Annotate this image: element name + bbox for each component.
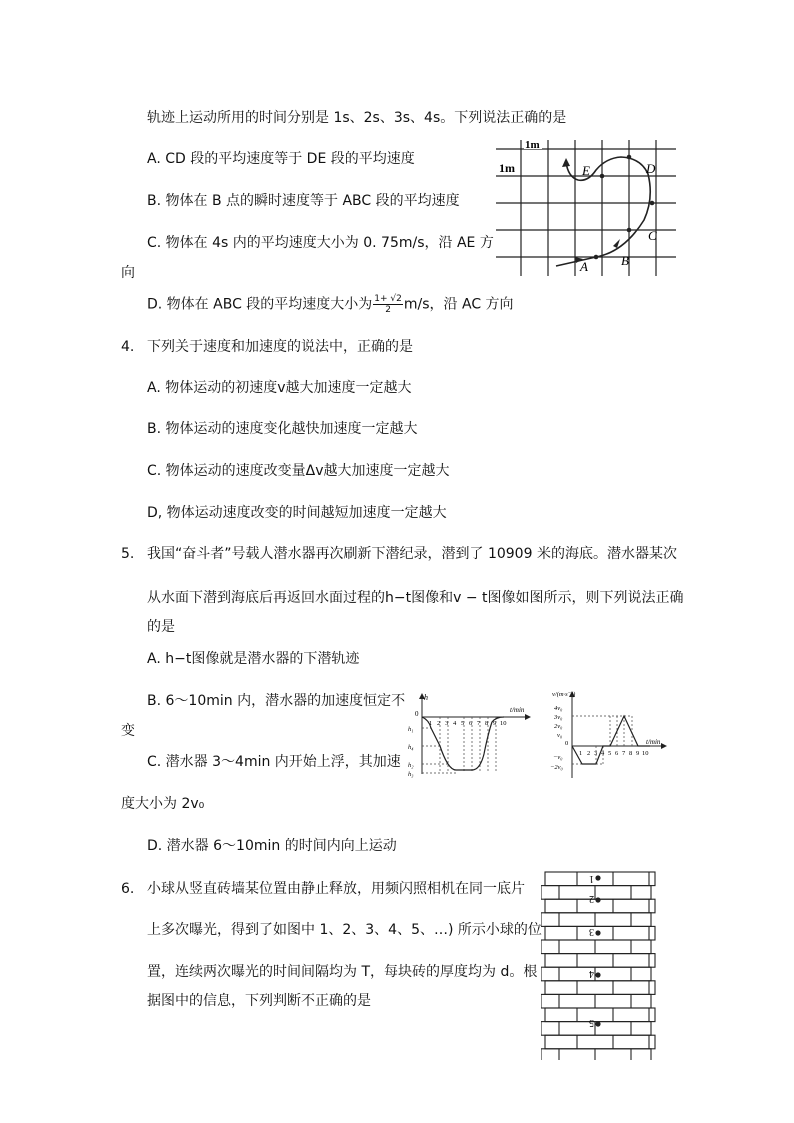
svg-text:7: 7 bbox=[622, 750, 626, 757]
svg-text:10: 10 bbox=[500, 720, 507, 727]
q3-option-d-pre: D. 物体在 ABC 段的平均速度大小为 bbox=[147, 296, 373, 313]
q3-option-d-post: m/s，沿 AC 方向 bbox=[403, 296, 514, 313]
q5-stem-line2: 从水面下潜到海底后再返回水面过程的h−t图像和v − t图像如图所示，则下列说法正确 bbox=[147, 590, 684, 606]
y-tick-labels bbox=[550, 705, 563, 771]
q4-number: 4. bbox=[121, 339, 135, 355]
q5-stem-line3: 的是 bbox=[147, 619, 175, 635]
q4-option-d: D, 物体运动速度改变的时间越短加速度一定越大 bbox=[147, 505, 447, 521]
svg-text:10: 10 bbox=[642, 750, 649, 757]
q4-option-a: A. 物体运动的初速度v越大加速度一定越大 bbox=[147, 380, 412, 396]
h-t-graph bbox=[404, 690, 540, 780]
q4-option-c: C. 物体运动的速度改变量Δv越大加速度一定越大 bbox=[147, 463, 450, 479]
svg-text:h₃: h₃ bbox=[408, 771, 414, 778]
ball-2 bbox=[595, 897, 600, 902]
ball-4 bbox=[595, 972, 600, 977]
svg-text:9: 9 bbox=[493, 720, 497, 727]
svg-text:8: 8 bbox=[485, 720, 489, 727]
t-axis-label: t/min bbox=[510, 706, 525, 714]
brick-row bbox=[545, 1008, 655, 1022]
q6-line2: 上多次曝光，得到了如图中 1、2、3、4、5、…) 所示小球的位 bbox=[147, 922, 542, 938]
point-a-marker bbox=[594, 255, 599, 260]
q5-option-c-cont: 度大小为 2v₀ bbox=[121, 796, 205, 812]
q5-number: 5. bbox=[121, 546, 135, 562]
q5-option-b: B. 6～10min 内，潜水器的加速度恒定不 bbox=[147, 693, 406, 709]
t-axis-label: t/min bbox=[646, 738, 661, 746]
brick-row bbox=[541, 913, 651, 927]
svg-text:v₀: v₀ bbox=[557, 732, 563, 739]
point-label-a: A bbox=[580, 259, 588, 274]
svg-text:−v₀: −v₀ bbox=[553, 754, 563, 761]
brick-row bbox=[545, 981, 655, 995]
svg-text:4: 4 bbox=[601, 750, 605, 757]
ball-5 bbox=[595, 1021, 600, 1026]
point-label-d: D bbox=[646, 161, 656, 176]
q3-option-b: B. 物体在 B 点的瞬时速度等于 ABC 段的平均速度 bbox=[147, 193, 460, 209]
v-axis-label: v/(m·s⁻¹) bbox=[552, 691, 576, 698]
q3-option-c-cont: 向 bbox=[121, 265, 135, 281]
svg-text:8: 8 bbox=[629, 750, 633, 757]
h-axis-label: h bbox=[424, 693, 428, 702]
brick-row bbox=[541, 940, 651, 954]
q6-line4: 据图中的信息，下列判断不正确的是 bbox=[147, 993, 371, 1009]
brick-row bbox=[545, 954, 655, 968]
svg-text:2v₀: 2v₀ bbox=[554, 723, 563, 730]
origin-label: 0 bbox=[565, 740, 569, 747]
q3-option-d bbox=[147, 294, 514, 315]
q3-option-c: C. 物体在 4s 内的平均速度大小为 0. 75m/s，沿 AE 方 bbox=[147, 235, 494, 251]
point-label-c: C bbox=[648, 228, 657, 243]
svg-text:4v₀: 4v₀ bbox=[554, 705, 563, 712]
ball-3 bbox=[595, 930, 600, 935]
ball-label-3: 3 bbox=[589, 926, 594, 937]
svg-text:9: 9 bbox=[636, 750, 640, 757]
label-1m-left: 1m bbox=[499, 161, 515, 175]
trajectory-path bbox=[556, 157, 650, 266]
svg-text:−2v₀: −2v₀ bbox=[550, 764, 563, 771]
point-e-marker bbox=[600, 174, 605, 179]
brick-row bbox=[541, 994, 651, 1008]
svg-text:7: 7 bbox=[477, 720, 481, 727]
q3-trajectory-figure bbox=[496, 140, 676, 276]
svg-text:5: 5 bbox=[461, 720, 465, 727]
q5-option-c: C. 潜水器 3～4min 内开始上浮，其加速 bbox=[147, 754, 401, 770]
x-tick-labels bbox=[429, 720, 507, 727]
q5-option-a: A. h−t图像就是潜水器的下潜轨迹 bbox=[147, 651, 360, 667]
svg-text:3v₀: 3v₀ bbox=[554, 714, 563, 721]
svg-text:1: 1 bbox=[429, 720, 433, 727]
point-c-marker bbox=[650, 201, 655, 206]
origin-label: 0 bbox=[415, 710, 419, 718]
svg-text:h₁: h₁ bbox=[408, 726, 414, 733]
fraction-numerator: 1+ √2 bbox=[374, 294, 402, 304]
q4-option-b: B. 物体运动的速度变化越快加速度一定越大 bbox=[147, 421, 418, 437]
ball-label-1: 1 bbox=[589, 873, 594, 884]
q6-line3: 置，连续两次曝光的时间间隔均为 T，每块砖的厚度均为 d。根 bbox=[147, 964, 538, 980]
q6-number: 6. bbox=[121, 881, 135, 897]
q6-line1: 小球从竖直砖墙某位置由静止释放，用频闪照相机在同一底片 bbox=[147, 881, 525, 897]
point-b-marker bbox=[627, 228, 632, 233]
svg-text:4: 4 bbox=[453, 720, 457, 727]
q3-option-a: A. CD 段的平均速度等于 DE 段的平均速度 bbox=[147, 151, 415, 167]
q4-stem: 下列关于速度和加速度的说法中，正确的是 bbox=[147, 339, 413, 355]
ball-label-5: 5 bbox=[589, 1017, 594, 1028]
point-label-b: B bbox=[621, 253, 629, 268]
q5-stem-line1: 我国“奋斗者”号载人潜水器再次刷新下潜纪录，潜到了 10909 米的海底。潜水器某次 bbox=[147, 546, 677, 562]
svg-text:5: 5 bbox=[608, 750, 612, 757]
svg-text:2: 2 bbox=[587, 750, 591, 757]
q3-option-d-fraction bbox=[373, 294, 403, 315]
brick-row bbox=[541, 1049, 651, 1060]
fraction-denominator: 2 bbox=[385, 305, 391, 315]
y-tick-labels bbox=[408, 726, 414, 778]
ball-label-2: 2 bbox=[589, 893, 594, 904]
q3-stem-tail: 轨迹上运动所用的时间分别是 1s、2s、3s、4s。下列说法正确的是 bbox=[147, 110, 567, 126]
point-d-marker bbox=[627, 155, 632, 160]
brick-wall-figure bbox=[541, 866, 657, 1060]
label-1m-top: 1m bbox=[525, 140, 540, 151]
brick-row bbox=[541, 886, 651, 900]
ball-1 bbox=[595, 875, 600, 880]
point-label-e: E bbox=[582, 163, 590, 178]
svg-text:h₄: h₄ bbox=[408, 744, 414, 751]
ball-labels bbox=[589, 873, 594, 1028]
v-t-graph bbox=[548, 688, 676, 784]
svg-text:6: 6 bbox=[469, 720, 473, 727]
svg-text:2: 2 bbox=[437, 720, 441, 727]
x-tick-labels bbox=[579, 750, 649, 757]
brick-row bbox=[545, 1035, 655, 1049]
arrow-head bbox=[562, 158, 570, 167]
svg-text:1: 1 bbox=[579, 750, 583, 757]
svg-text:h₂: h₂ bbox=[408, 762, 414, 769]
svg-text:3: 3 bbox=[445, 720, 449, 727]
svg-text:6: 6 bbox=[615, 750, 619, 757]
ball-label-4: 4 bbox=[589, 968, 594, 979]
q5-option-d: D. 潜水器 6～10min 的时间内向上运动 bbox=[147, 838, 397, 854]
ball-markers bbox=[595, 875, 600, 1026]
svg-text:3: 3 bbox=[594, 750, 598, 757]
q5-option-b-cont: 变 bbox=[121, 723, 135, 739]
